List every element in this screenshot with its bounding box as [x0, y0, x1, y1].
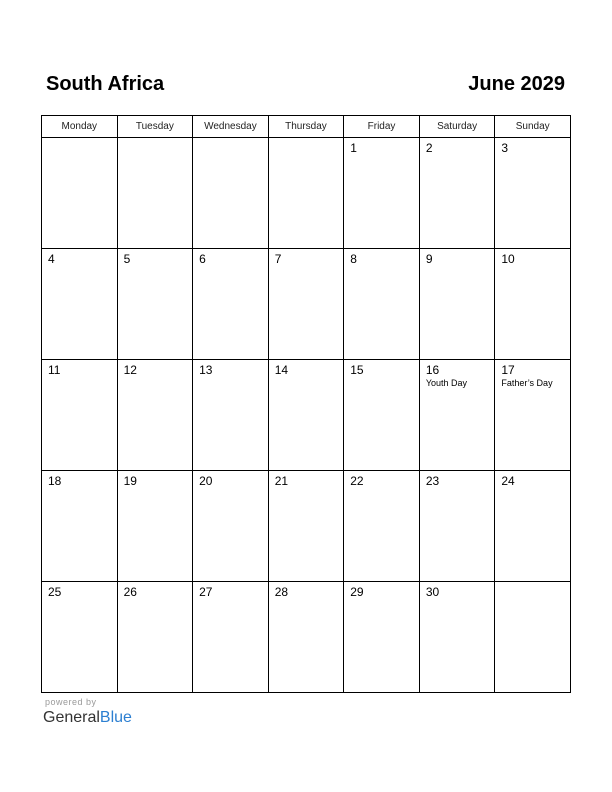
day-cell — [268, 249, 344, 360]
day-cell — [268, 360, 344, 471]
day-cell — [268, 582, 344, 693]
holiday-label: Youth Day — [425, 378, 468, 388]
day-cell — [419, 471, 495, 582]
week-row — [42, 138, 571, 249]
day-number: 2 — [425, 141, 433, 155]
day-cell — [117, 249, 193, 360]
day-cell — [268, 138, 344, 249]
day-number: 28 — [274, 585, 289, 599]
day-number: 11 — [48, 363, 61, 377]
day-cell — [419, 360, 495, 471]
day-number: 23 — [425, 474, 440, 488]
day-number: 15 — [350, 363, 364, 377]
day-cell — [495, 582, 571, 693]
day-number: 4 — [48, 252, 55, 266]
day-number: 22 — [350, 474, 364, 488]
day-number: 18 — [48, 474, 62, 488]
day-number: 5 — [123, 252, 131, 266]
day-number: 13 — [199, 363, 213, 377]
day-cell — [344, 360, 420, 471]
day-number — [42, 138, 117, 141]
day-number: 10 — [501, 252, 515, 266]
day-cell — [419, 249, 495, 360]
day-cell — [42, 249, 118, 360]
powered-by-text: powered by — [45, 697, 97, 707]
weekday-header: Thursday — [268, 116, 344, 138]
day-cell — [117, 360, 193, 471]
day-cell — [419, 582, 495, 693]
day-number: 3 — [501, 141, 509, 155]
day-number — [495, 582, 570, 585]
day-number: 25 — [48, 585, 62, 599]
day-number: 6 — [199, 252, 206, 266]
day-cell — [495, 471, 571, 582]
day-cell — [268, 471, 344, 582]
day-cell — [495, 138, 571, 249]
day-number: 12 — [123, 363, 137, 377]
day-cell — [117, 471, 193, 582]
day-cell — [42, 471, 118, 582]
day-number: 14 — [274, 363, 289, 377]
calendar-grid — [41, 115, 571, 693]
day-number: 8 — [350, 252, 357, 266]
week-row — [42, 582, 571, 693]
day-number: 26 — [123, 585, 137, 599]
day-cell — [42, 138, 118, 249]
day-cell — [344, 582, 420, 693]
brand-name-part2: Blue — [99, 709, 132, 726]
day-number: 19 — [123, 474, 137, 488]
day-cell — [193, 249, 269, 360]
footer-branding — [43, 697, 132, 728]
day-cell — [344, 471, 420, 582]
day-number — [193, 138, 268, 141]
brand-logo — [43, 708, 132, 728]
weekday-header: Saturday — [419, 116, 495, 138]
weekday-header: Wednesday — [193, 116, 269, 138]
weekday-header: Sunday — [495, 116, 571, 138]
week-row — [42, 360, 571, 471]
day-cell — [193, 471, 269, 582]
day-number: 16 — [425, 363, 440, 377]
day-number: 30 — [425, 585, 440, 599]
month-year-title: June 2029 — [468, 73, 565, 95]
country-title: South Africa — [46, 73, 165, 95]
day-cell — [193, 582, 269, 693]
weekday-header: Tuesday — [117, 116, 193, 138]
day-cell — [193, 138, 269, 249]
day-number: 27 — [199, 585, 213, 599]
day-cell — [42, 360, 118, 471]
day-cell — [344, 249, 420, 360]
day-number: 7 — [274, 252, 282, 266]
day-number: 9 — [425, 252, 433, 266]
day-number: 24 — [501, 474, 515, 488]
day-cell — [495, 360, 571, 471]
day-cell — [117, 138, 193, 249]
weekday-header: Friday — [344, 116, 420, 138]
day-number: 17 — [501, 363, 515, 377]
weekday-header-row — [42, 116, 571, 138]
week-row — [42, 471, 571, 582]
day-number: 29 — [350, 585, 364, 599]
day-cell — [344, 138, 420, 249]
day-number: 20 — [199, 474, 213, 488]
week-row — [42, 249, 571, 360]
day-cell — [495, 249, 571, 360]
day-cell — [419, 138, 495, 249]
day-cell — [117, 582, 193, 693]
day-cell — [193, 360, 269, 471]
day-number: 21 — [274, 474, 289, 488]
holiday-label: Father’s Day — [501, 378, 553, 388]
day-cell — [42, 582, 118, 693]
weekday-header: Monday — [42, 116, 118, 138]
day-number: 1 — [350, 141, 357, 155]
day-number — [269, 138, 344, 141]
day-number — [118, 138, 193, 141]
brand-name-part1: General — [43, 709, 100, 726]
